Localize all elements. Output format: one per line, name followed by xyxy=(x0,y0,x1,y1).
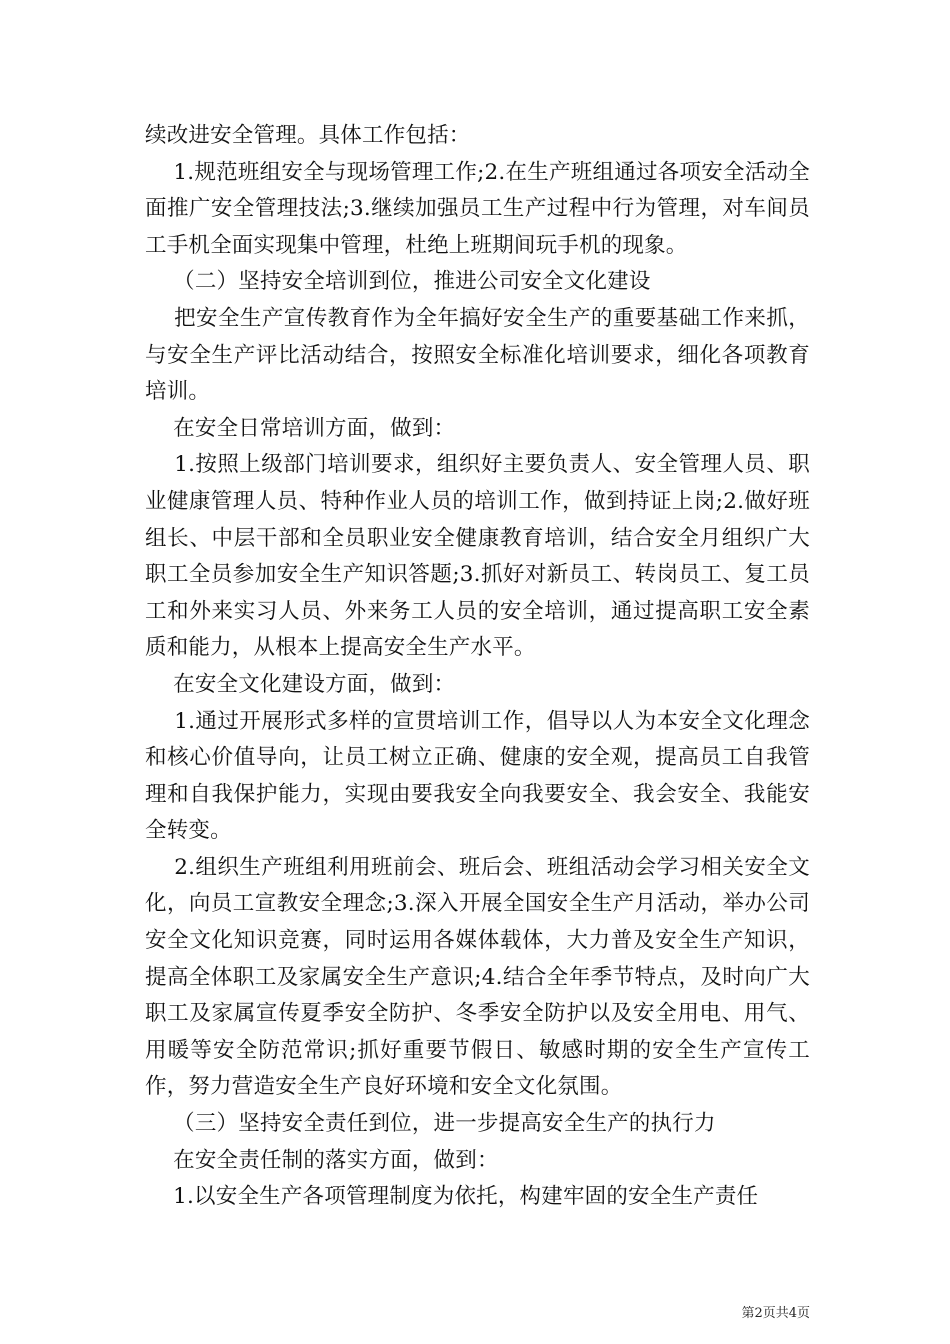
paragraph-1: 续改进安全管理。具体工作包括： xyxy=(145,123,471,148)
paragraph-2: 1.规范班组安全与现场管理工作;2.在生产班组通过各项安全活动全面推广安全管理技法;3.继续加强员工生产过程中行为管理，对车间员工手机全面实现集中管理，杜绝上班期间玩手机的现象。 xyxy=(145,159,810,258)
page-number: 第2页共4页 xyxy=(741,1306,810,1321)
subheading-daily-training: 在安全日常培训方面，做到： xyxy=(145,415,456,441)
paragraph-4: 1.按照上级部门培训要求，组织好主要负责人、安全管理人员、职业健康管理人员、特种作业人员的培训工作，做到持证上岗;2.做好班组长、中层干部和全员职业安全健康教育培训，结合安全月组织广大职工全员参加安全生产知识答题;3.抓好对新员工、转岗员工、复工员工和外来实习人员、外来务工人员的安全培训，通过提高职工安全素质和能力，从根本上提高安全生产水平。 xyxy=(145,452,810,661)
section-heading-3: （三）坚持安全责任到位，进一步提高安全生产的执行力 xyxy=(145,1111,716,1137)
paragraph-6: 2.组织生产班组利用班前会、班后会、班组活动会学习相关安全文化，向员工宣教安全理念;3.深入开展全国安全生产月活动，举办公司安全文化知识竞赛，同时运用各媒体载体，大力普及安全生产知识，提高全体职工及家属安全生产意识;4.结合全年季节特点，及时向广大职工及家属宣传夏季安全防护、冬季安全防护以及安全用电、用气、用暖等安全防范常识;抓好重要节假日、敏感时期的安全生产宣传工作，努力营造安全生产良好环境和安全文化氛围。 xyxy=(145,854,810,1100)
section-heading-2: （二）坚持安全培训到位，推进公司安全文化建设 xyxy=(145,269,651,295)
document-body xyxy=(145,118,810,1216)
paragraph-7: 1.以安全生产各项管理制度为依托，构建牢固的安全生产责任 xyxy=(145,1184,759,1210)
subheading-responsibility: 在安全责任制的落实方面，做到： xyxy=(145,1147,499,1173)
paragraph-3: 把安全生产宣传教育作为全年搞好安全生产的重要基础工作来抓，与安全生产评比活动结合，按照安全标准化培训要求，细化各项教育培训。 xyxy=(145,305,811,405)
subheading-culture-building: 在安全文化建设方面，做到： xyxy=(145,671,456,697)
paragraph-5: 1.通过开展形式多样的宣贯培训工作，倡导以人为本安全文化理念和核心价值导向，让员工树立正确、健康的安全观，提高员工自我管理和自我保护能力，实现由要我安全向我要安全、我会安全、我能安全转变。 xyxy=(145,708,810,844)
